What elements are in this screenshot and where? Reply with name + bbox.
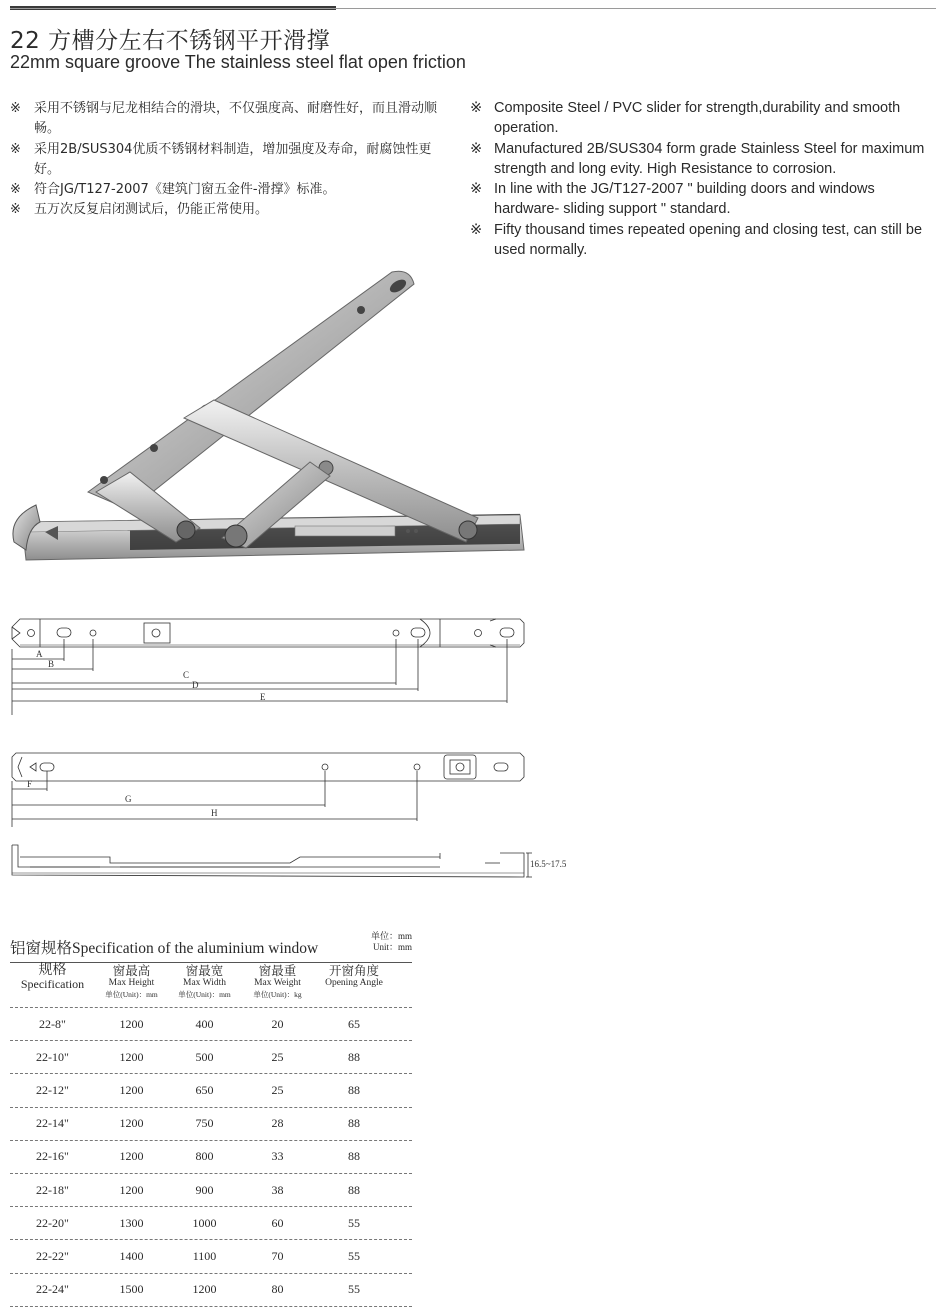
feature-list-en <box>470 98 940 260</box>
technical-drawing <box>0 605 600 885</box>
table-cell: 800 <box>195 1149 214 1164</box>
friction-stay-product-image <box>0 260 560 570</box>
dim-label-f: F <box>27 779 33 789</box>
table-cell: 500 <box>195 1049 214 1064</box>
table-cell: 1200 <box>119 1082 144 1097</box>
table-cell: 1100 <box>192 1248 217 1263</box>
table-cell: 25 <box>271 1049 284 1064</box>
feature-text: 五万次反复启闭测试后，仍能正常使用。 <box>34 202 269 218</box>
bullet-mark: ※ <box>10 182 21 198</box>
feature-text: Composite Steel / PVC slider for strength,durability and smooth operation. <box>494 100 901 137</box>
table-row <box>10 1240 412 1273</box>
table-row <box>10 1041 412 1074</box>
table-cell: 1400 <box>119 1248 144 1263</box>
dim-label-h: H <box>211 808 218 818</box>
dim-label-g: G <box>125 794 132 804</box>
table-cell: 900 <box>195 1182 214 1197</box>
table-cell: 33 <box>271 1149 284 1164</box>
table-row <box>10 1174 412 1207</box>
table-cell: 20 <box>271 1016 284 1031</box>
table-cell: 25 <box>271 1082 284 1097</box>
header-specification: 规格 Specification <box>20 963 85 991</box>
table-row <box>10 1108 412 1141</box>
table-cell: 22-20" <box>36 1215 69 1230</box>
thickness-label: 16.5~17.5 <box>530 859 567 869</box>
spec-title: 铝窗规格Specification of the aluminium window <box>10 940 319 957</box>
unit-en: Unit：mm <box>372 942 412 952</box>
table-cell: 80 <box>271 1282 284 1297</box>
page-title-cn: 22 方槽分左右不锈钢平开滑撑 <box>10 28 331 54</box>
spec-table <box>10 962 412 1307</box>
table-cell: 1500 <box>119 1282 144 1297</box>
feature-text: Manufactured 2B/SUS304 form grade Stainless Steel for maximum strength and long evity. High Resistance to corrosion. <box>494 140 925 177</box>
header-opening-angle: 开窗角度 Opening Angle <box>325 964 383 988</box>
bullet-mark: ※ <box>470 221 483 238</box>
feature-item <box>470 139 940 180</box>
table-row <box>10 1008 412 1041</box>
bullet-mark: ※ <box>470 181 483 198</box>
feature-text: Fifty thousand times repeated opening and closing test, can still be used normally. <box>494 221 923 259</box>
profile-top-outline <box>12 619 524 647</box>
feature-text: In line with the JG/T127-2007 " building doors and windows hardware- sliding support " standard. <box>494 181 875 218</box>
table-cell: 1200 <box>119 1049 144 1064</box>
table-cell: 55 <box>348 1215 360 1230</box>
table-cell: 1200 <box>119 1149 144 1164</box>
feature-item <box>10 140 450 181</box>
dim-label-d: D <box>192 680 199 690</box>
feature-item <box>470 220 940 261</box>
table-cell: 22-10" <box>36 1049 69 1064</box>
table-cell: 88 <box>348 1149 360 1164</box>
table-row <box>10 1141 412 1174</box>
feature-item <box>470 98 940 139</box>
unit-cn: 单位：mm <box>370 931 412 941</box>
table-cell: 22-22" <box>36 1248 69 1263</box>
table-cell: 1200 <box>192 1282 217 1297</box>
table-row <box>10 1074 412 1107</box>
table-cell: 22-16" <box>36 1149 69 1164</box>
spec-unit <box>360 931 412 953</box>
page-title-en: 22mm square groove The stainless steel flat open friction <box>10 52 466 72</box>
dim-label-a: A <box>36 649 43 659</box>
table-cell: 88 <box>348 1116 360 1131</box>
dim-label-e: E <box>260 692 266 702</box>
feature-item <box>10 200 450 220</box>
feature-list-cn <box>10 99 450 221</box>
dim-label-c: C <box>183 670 190 680</box>
feature-text: 采用2B/SUS304优质不锈钢材料制造，增加强度及寿命，耐腐蚀性更好。 <box>34 141 432 177</box>
table-cell: 70 <box>271 1248 284 1263</box>
feature-item <box>470 179 940 220</box>
dim-label-b: B <box>48 659 55 669</box>
table-cell: 22-14" <box>36 1116 69 1131</box>
feature-item <box>10 99 450 140</box>
table-cell: 1200 <box>119 1116 144 1131</box>
table-row <box>10 1207 412 1240</box>
profile-bottom-outline <box>12 753 524 781</box>
bullet-mark: ※ <box>10 141 21 157</box>
table-cell: 55 <box>348 1248 360 1263</box>
bullet-mark: ※ <box>470 100 483 116</box>
table-cell: 65 <box>348 1016 360 1031</box>
feature-text: 符合JG/T127-2007《建筑门窗五金件-滑撑》标准。 <box>34 182 336 198</box>
table-cell: 60 <box>271 1215 284 1230</box>
table-cell: 1300 <box>119 1215 144 1230</box>
header-max-height: 窗最高 Max Height 单位(Unit)：mm <box>105 964 158 999</box>
spec-body <box>10 1008 412 1307</box>
table-cell: 88 <box>348 1182 360 1197</box>
table-cell: 400 <box>195 1016 214 1031</box>
bullet-mark: ※ <box>10 101 21 116</box>
table-cell: 22-8" <box>39 1016 66 1031</box>
table-cell: 55 <box>348 1282 360 1297</box>
table-cell: 750 <box>195 1116 214 1131</box>
bullet-mark: ※ <box>10 202 21 218</box>
table-cell: 1000 <box>192 1215 217 1230</box>
table-cell: 22-12" <box>36 1082 69 1097</box>
header-rule <box>10 8 936 9</box>
table-row <box>10 1274 412 1307</box>
table-cell: 22-18" <box>36 1182 69 1197</box>
feature-text: 采用不锈钢与尼龙相结合的滑块，不仅强度高、耐磨性好，而且滑动顺畅。 <box>34 101 438 137</box>
header-max-width: 窗最宽 Max Width 单位(Unit)：mm <box>178 964 231 999</box>
table-cell: 22-24" <box>36 1282 69 1297</box>
feature-item <box>10 180 450 200</box>
table-cell: 38 <box>271 1182 284 1197</box>
table-cell: 1200 <box>119 1182 144 1197</box>
header-max-weight: 窗最重 Max Weight 单位(Unit)：kg <box>253 964 302 999</box>
table-cell: 1200 <box>119 1016 144 1031</box>
bullet-mark: ※ <box>470 140 483 157</box>
spec-header-row <box>10 962 412 1008</box>
table-cell: 28 <box>271 1116 284 1131</box>
table-cell: 650 <box>195 1082 214 1097</box>
table-cell: 88 <box>348 1082 360 1097</box>
table-cell: 88 <box>348 1049 360 1064</box>
